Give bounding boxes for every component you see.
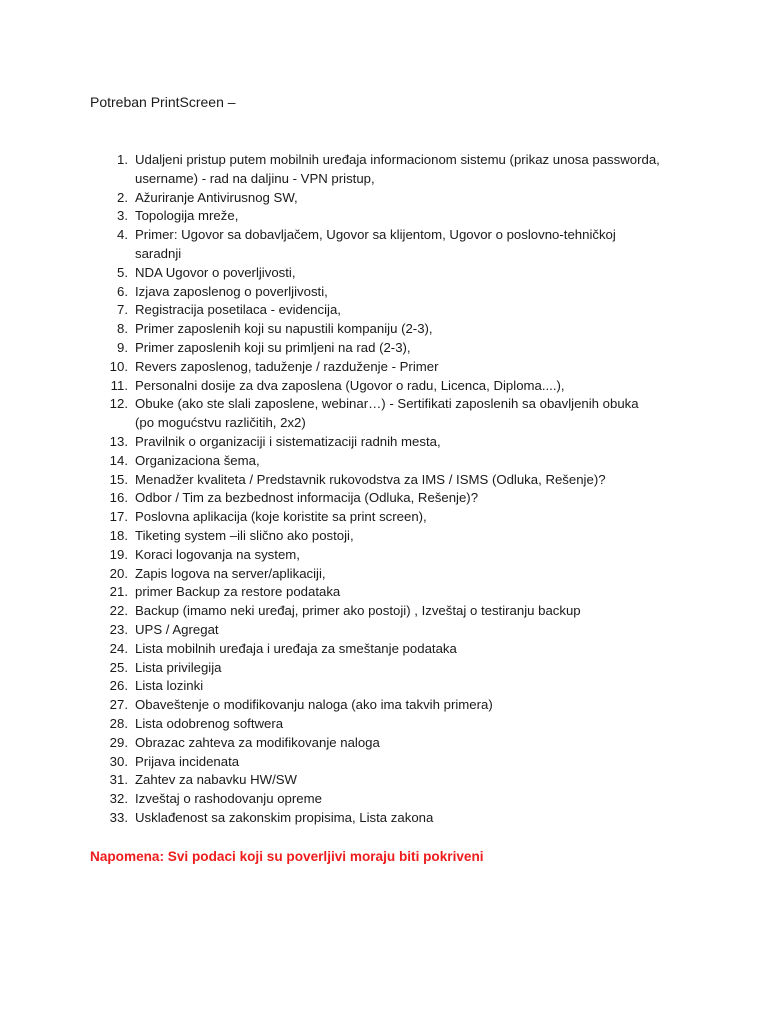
- numbered-list: [90, 151, 660, 828]
- list-item-number: 21.: [109, 584, 128, 600]
- list-item-text: Primer zaposlenih koji su napustili kompaniju (2-3),: [135, 321, 433, 337]
- list-item-number: 11.: [110, 377, 128, 393]
- list-item-number: 33.: [109, 809, 128, 825]
- list-item-number: 3.: [117, 208, 128, 224]
- list-item-text: Prijava incidenata: [135, 753, 240, 769]
- list-item-text: Odbor / Tim za bezbednost informacija (Odluka, Rešenje)?: [135, 490, 479, 506]
- list-item-text: Lista odobrenog softwera: [135, 715, 284, 731]
- list-item-text: Lista privilegija: [135, 659, 222, 675]
- list-item-text: Izjava zaposlenog o poverljivosti,: [135, 283, 328, 299]
- list-item-number: 8.: [117, 321, 128, 337]
- list-item-number: 28.: [109, 715, 128, 731]
- list-item-number: 30.: [109, 753, 128, 769]
- list-item-text: Personalni dosije za dva zaposlena (Ugovor o radu, Licenca, Diploma....),: [135, 377, 565, 393]
- list-item-text: Menadžer kvaliteta / Predstavnik rukovodstva za IMS / ISMS (Odluka, Rešenje)?: [135, 471, 606, 487]
- list-item-text: Ažuriranje Antivirusnog SW,: [135, 189, 298, 205]
- list-item-number: 2.: [117, 189, 128, 205]
- list-item-number: 25.: [109, 659, 128, 675]
- list-item-number: 23.: [109, 621, 128, 637]
- list-item-number: 26.: [109, 678, 128, 694]
- list-item-text: primer Backup za restore podataka: [135, 584, 341, 600]
- list-item-number: 27.: [109, 697, 128, 713]
- list-item-text: Pravilnik o organizaciji i sistematizaciji radnih mesta,: [135, 433, 441, 449]
- list-item: [90, 452, 660, 471]
- list-item-text: Topologija mreže,: [135, 208, 239, 224]
- list-item-number: 14.: [109, 452, 128, 468]
- list-item: [90, 771, 660, 790]
- list-item-text: Primer zaposlenih koji su primljeni na rad (2-3),: [135, 339, 411, 355]
- list-item-number: 17.: [109, 509, 128, 525]
- list-item-number: 16.: [109, 490, 128, 506]
- list-item-text: Registracija posetilaca - evidencija,: [135, 302, 341, 318]
- list-item-number: 1.: [117, 152, 128, 167]
- list-item-number: 6.: [117, 283, 128, 299]
- list-item-number: 24.: [109, 640, 128, 656]
- list-item: [90, 640, 660, 659]
- list-item: [90, 264, 660, 283]
- list-item-text: Obuke (ako ste slali zaposlene, webinar…) - Sertifikati zaposlenih sa obavljenih obuka (po mogućstvu različitih, 2x2): [135, 396, 639, 431]
- list-item: [90, 377, 660, 396]
- confidentiality-note: Napomena: Svi podaci koji su poverljivi moraju biti pokriveni: [90, 849, 484, 864]
- list-item-number: 12.: [109, 396, 128, 412]
- list-item-text: Lista lozinki: [135, 678, 204, 694]
- list-item: [90, 207, 660, 226]
- list-item: [90, 283, 660, 302]
- list-item-text: Obrazac zahteva za modifikovanje naloga: [135, 734, 380, 750]
- document-heading: Potreban PrintScreen –: [90, 94, 236, 110]
- list-item-number: 22.: [109, 603, 128, 619]
- list-item: [90, 508, 660, 527]
- list-item: [90, 339, 660, 358]
- list-item: [90, 358, 660, 377]
- list-item-number: 20.: [109, 565, 128, 581]
- list-item: [90, 809, 660, 828]
- list-item: [90, 565, 660, 584]
- list-item: [90, 395, 660, 433]
- list-item-text: Lista mobilnih uređaja i uređaja za smeštanje podataka: [135, 640, 457, 656]
- list-item: [90, 659, 660, 678]
- list-item: [90, 583, 660, 602]
- list-item: [90, 226, 660, 264]
- list-item-number: 10.: [109, 358, 128, 374]
- list-item-number: 15.: [109, 471, 128, 487]
- list-item: [90, 527, 660, 546]
- list-item-number: 29.: [109, 734, 128, 750]
- list-item-text: Usklađenost sa zakonskim propisima, Lista zakona: [135, 809, 434, 825]
- list-item: [90, 151, 660, 189]
- list-item-text: Tiketing system –ili slično ako postoji,: [135, 527, 354, 543]
- list-item-number: 19.: [109, 546, 128, 562]
- list-item-text: NDA Ugovor o poverljivosti,: [135, 264, 296, 280]
- list-item-text: Organizaciona šema,: [135, 452, 260, 468]
- list-item: [90, 621, 660, 640]
- list-item: [90, 696, 660, 715]
- list-item: [90, 602, 660, 621]
- list-item-text: Zahtev za nabavku HW/SW: [135, 772, 297, 788]
- list-item-text: UPS / Agregat: [135, 621, 219, 637]
- list-item-text: Izveštaj o rashodovanju opreme: [135, 791, 322, 807]
- list-item-number: 18.: [109, 527, 128, 543]
- list-item-number: 5.: [117, 264, 128, 280]
- list-item: [90, 189, 660, 208]
- list-item-text: Backup (imamo neki uređaj, primer ako postoji) , Izveštaj o testiranju backup: [135, 603, 581, 619]
- list-item-text: Revers zaposlenog, taduženje / razduženje - Primer: [135, 358, 439, 374]
- list-item-text: Zapis logova na server/aplikaciji,: [135, 565, 326, 581]
- list-item: [90, 433, 660, 452]
- list-item-number: 7.: [117, 302, 128, 318]
- list-item-number: 13.: [109, 433, 128, 449]
- list-item: [90, 734, 660, 753]
- list-item: [90, 301, 660, 320]
- list-item-number: 9.: [117, 339, 128, 355]
- list-item: [90, 677, 660, 696]
- list-item: [90, 471, 660, 490]
- list-item: [90, 790, 660, 809]
- list-item-text: Obaveštenje o modifikovanju naloga (ako ima takvih primera): [135, 697, 493, 713]
- list-item-number: 31.: [109, 772, 128, 788]
- list-item-text: Udaljeni pristup putem mobilnih uređaja informacionom sistemu (prikaz unosa passworda, username) - rad na daljinu - VPN pristup,: [135, 152, 660, 186]
- list-item-number: 32.: [109, 791, 128, 807]
- list-item: [90, 715, 660, 734]
- list-item-number: 4.: [117, 227, 128, 243]
- list-item-text: Primer: Ugovor sa dobavljačem, Ugovor sa klijentom, Ugovor o poslovno-tehničkoj saradnji: [135, 227, 616, 261]
- list-item: [90, 546, 660, 565]
- list-item: [90, 489, 660, 508]
- list-item-text: Poslovna aplikacija (koje koristite sa print screen),: [135, 509, 427, 525]
- list-item: [90, 753, 660, 772]
- list-item-text: Koraci logovanja na system,: [135, 546, 300, 562]
- list-item: [90, 320, 660, 339]
